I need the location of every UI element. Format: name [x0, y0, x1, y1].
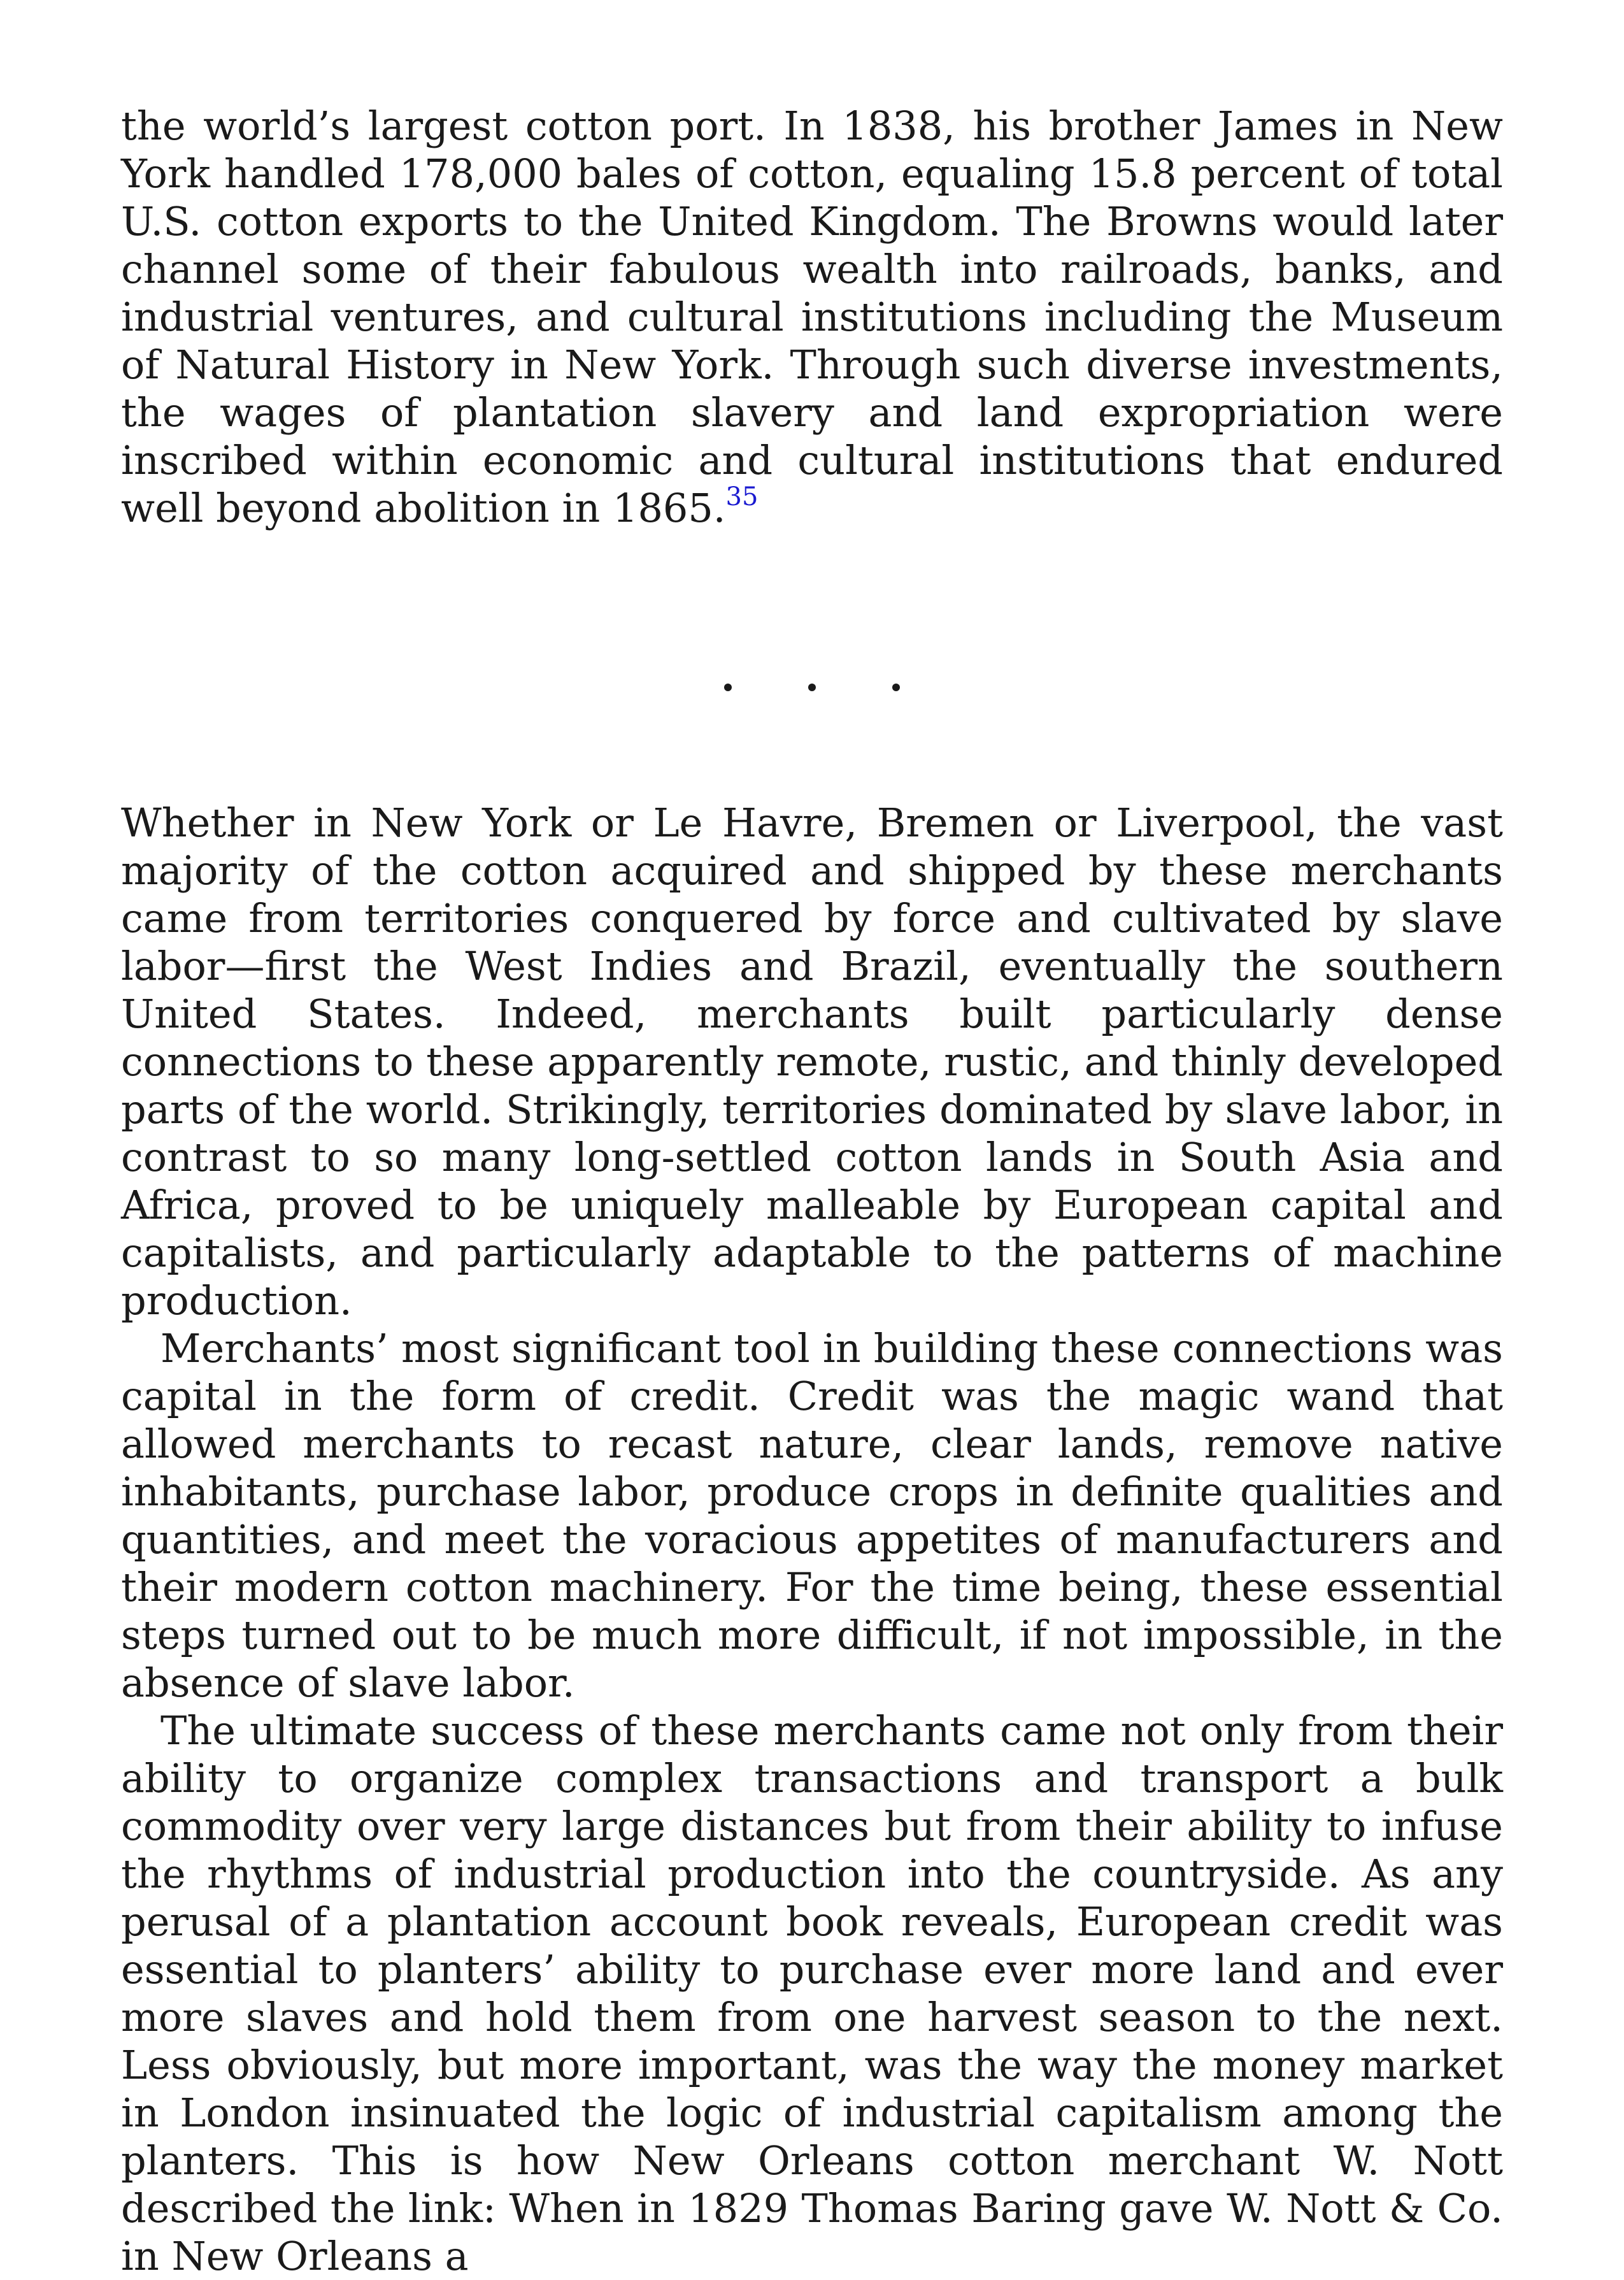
dot-icon [808, 684, 816, 691]
section-break [121, 532, 1503, 799]
dot-icon [892, 684, 900, 691]
book-page [121, 102, 1503, 2280]
paragraph-merchant-success: The ultimate success of these merchants came not only from their ability to organize complex transactions and transport a bulk commodity over very large distances but from their ability to infuse the rhythms of industrial production into the countryside. As any perusal of a plantation account book reveals, European credit was essential to planters’ ability to purchase ever more land and ever more slaves and hold them from one harvest season to the next. Less obviously, but more important, was the way the money market in London insinuated the logic of industrial capitalism among the planters. This is how New Orleans cotton merchant W. Nott described the link: When in 1829 Thomas Baring gave W. Nott & Co. in New Orleans a [121, 1707, 1503, 2279]
footnote-reference-link[interactable]: 35 [725, 482, 759, 512]
dot-icon [724, 684, 732, 691]
paragraph-credit: Merchants’ most significant tool in building these connections was capital in the form of credit. Credit was the magic wand that allowed merchants to recast nature, clear lands, remove native inhabitants, purchase labor, produce crops in definite qualities and quantities, and meet the voracious appetites of manufacturers and their modern cotton machinery. For the time being, these essential steps turned out to be much more difficult, if not impossible, in the absence of slave labor. [121, 1325, 1503, 1706]
paragraph-slave-labor-territories: Whether in New York or Le Havre, Bremen or Liverpool, the vast majority of the cotton acquired and shipped by these merchants came from territories conquered by force and cultivated by slave labor—first the West Indies and Brazil, eventually the southern United States. Indeed, merchants built particularly dense connections to these apparently remote, rustic, and thinly developed parts of the world. Strikingly, territories dominated by slave labor, in contrast to so many long-settled cotton lands in South Asia and Africa, proved to be uniquely malleable by European capital and capitalists, and particularly adaptable to the patterns of machine production. [121, 799, 1503, 1324]
paragraph-browns-wealth [121, 102, 1503, 532]
paragraph-text: the world’s largest cotton port. In 1838, his brother James in New York handled 178,000 bales of cotton, equaling 15.8 percent of total U.S. cotton exports to the United Kingdom. The Browns would later channel some of their fabulous wealth into railroads, banks, and industrial ventures, and cultural institutions including the Museum of Natural History in New York. Through such diverse investments, the wages of plantation slavery and land expropriation were inscribed within economic and cultural institutions that endured well beyond abolition in 1865. [121, 103, 1503, 531]
ornamental-dots [121, 658, 1503, 698]
